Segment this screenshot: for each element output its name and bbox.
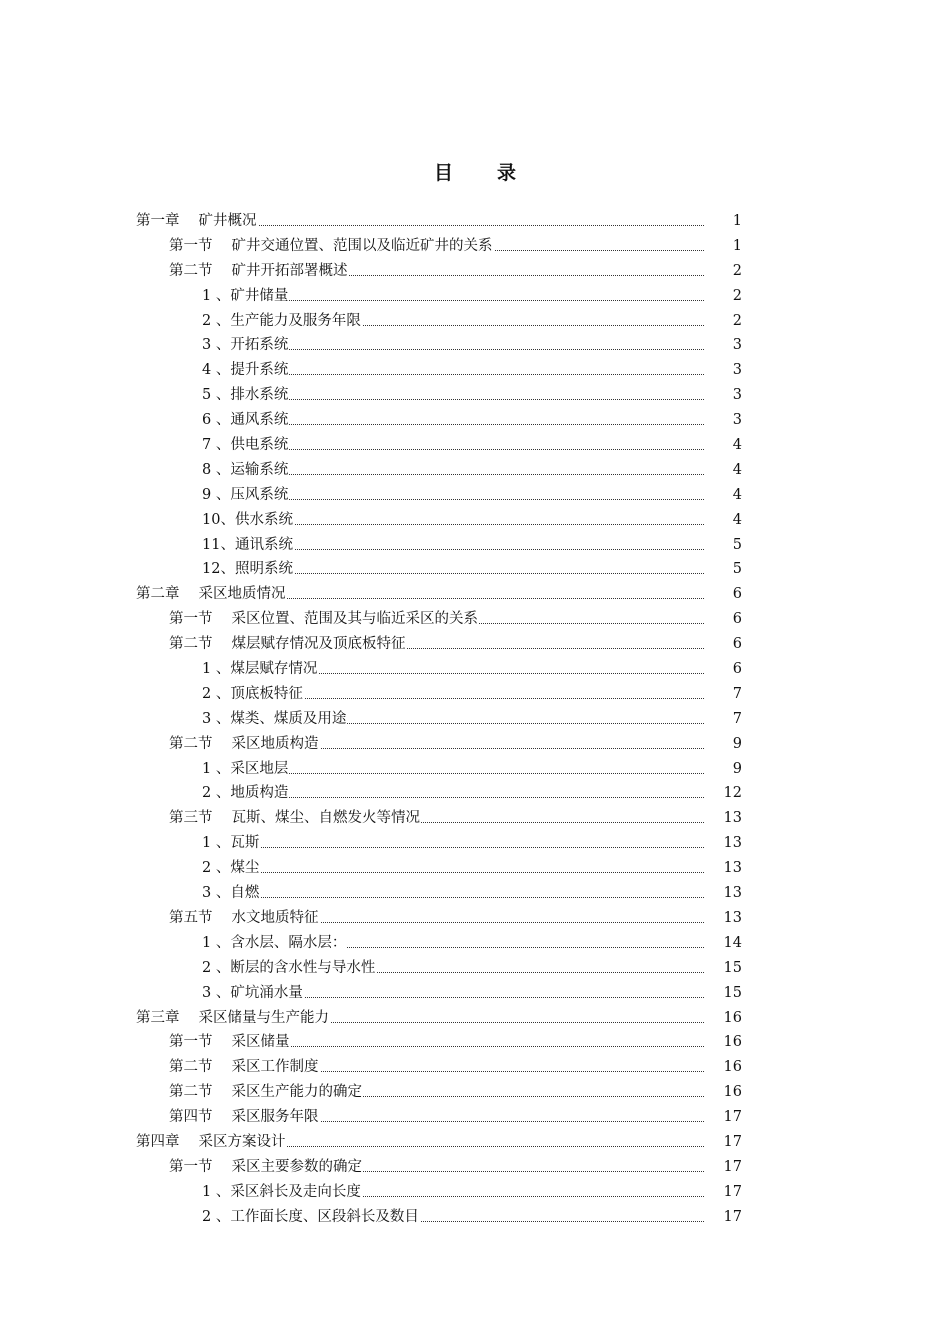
toc-entry-title: 矿井开拓部署概述	[231, 262, 348, 279]
toc-entry[interactable]	[0, 906, 950, 931]
toc-entry[interactable]	[0, 757, 950, 782]
toc-entry[interactable]	[0, 533, 950, 558]
toc-entry-label	[169, 259, 349, 284]
toc-entry[interactable]	[0, 707, 950, 732]
toc-entry[interactable]	[0, 483, 950, 508]
toc-entry-page-number: 3	[732, 387, 742, 404]
toc-entry-number: 1 、	[202, 661, 231, 678]
toc-entry-title: 照明系统	[234, 561, 293, 578]
toc-entry-number: 第一节	[169, 1034, 213, 1051]
toc-entry-page-number: 5	[732, 561, 742, 578]
toc-entry[interactable]	[0, 458, 950, 483]
toc-entry-number: 第三节	[169, 810, 213, 827]
toc-entry[interactable]	[0, 358, 950, 383]
toc-entry-title: 煤层赋存情况	[230, 661, 318, 678]
toc-entry[interactable]	[0, 1080, 950, 1105]
toc-title-char-2: 录	[497, 162, 517, 184]
toc-entry-title: 矿井概况	[198, 213, 257, 229]
toc-entry-title: 采区地层	[230, 760, 289, 777]
toc-entry[interactable]	[0, 383, 950, 408]
toc-entry-title: 煤层赋存情况及顶底板特征	[231, 636, 406, 653]
toc-entry-label	[169, 806, 421, 831]
toc-entry-page-number: 6	[732, 611, 742, 628]
toc-entry[interactable]	[0, 284, 950, 309]
toc-entry-page-number: 1	[732, 213, 742, 229]
toc-entry-page-number: 17	[723, 1133, 742, 1150]
toc-entry-title: 煤类、煤质及用途	[230, 710, 347, 727]
toc-entry-title: 采区主要参数的确定	[231, 1158, 362, 1175]
toc-entry-page-number: 7	[732, 685, 742, 702]
toc-entry-title: 压风系统	[230, 486, 289, 503]
toc-entry-number: 2 、	[202, 860, 231, 877]
toc-entry-label	[202, 682, 304, 707]
toc-entry-title: 工作面长度、区段斜长及数目	[230, 1208, 419, 1225]
toc-entry-number: 8 、	[202, 461, 231, 478]
toc-entry-page-number: 15	[723, 959, 742, 976]
toc-title	[0, 158, 950, 185]
toc-entry-label	[202, 508, 294, 533]
toc-entry-label	[202, 856, 260, 881]
toc-entry-page-number: 6	[732, 661, 742, 678]
toc-entry-number: 第二节	[169, 636, 213, 653]
toc-entry-label	[169, 1055, 320, 1080]
toc-entry-page-number: 16	[723, 1034, 742, 1051]
toc-entry-label	[202, 657, 318, 682]
toc-entry-title: 采区储量	[231, 1034, 290, 1051]
toc-entry-number: 2 、	[202, 1208, 231, 1225]
toc-entry-page-number: 2	[732, 312, 742, 329]
toc-entry[interactable]	[0, 1055, 950, 1080]
toc-entry-label	[202, 408, 289, 433]
toc-entry-page-number: 1	[732, 237, 742, 254]
toc-entry-title: 水文地质特征	[231, 909, 319, 926]
dot-leader	[206, 847, 704, 848]
toc-entry-label	[169, 732, 320, 757]
toc-entry-label	[202, 981, 304, 1006]
toc-entry[interactable]	[0, 1180, 950, 1205]
toc-entry-number: 第三章	[136, 1009, 180, 1026]
toc-entry-page-number: 9	[732, 735, 742, 752]
toc-entry[interactable]	[0, 806, 950, 831]
toc-entry-number: 4 、	[202, 362, 231, 379]
toc-entry-number: 第二节	[169, 262, 213, 279]
toc-entry-number: 第二节	[169, 1084, 213, 1101]
toc-entry-number: 1 、	[202, 760, 231, 777]
toc-entry-label	[169, 1105, 320, 1130]
toc-entry-title: 开拓系统	[230, 337, 289, 354]
toc-entry-title: 运输系统	[230, 461, 289, 478]
toc-entry-number: 3 、	[202, 710, 231, 727]
toc-entry-title: 采区斜长及走向长度	[230, 1183, 361, 1200]
toc-entry-title: 排水系统	[230, 387, 289, 404]
toc-entry[interactable]	[0, 781, 950, 806]
toc-entry-page-number: 13	[723, 885, 742, 902]
toc-entry-title: 煤尘	[230, 860, 260, 877]
toc-entry-number: 1 、	[202, 287, 231, 304]
toc-entry[interactable]	[0, 956, 950, 981]
toc-entry[interactable]	[0, 309, 950, 334]
toc-entry-title: 瓦斯	[230, 835, 260, 852]
toc-entry-page-number: 14	[723, 934, 742, 951]
toc-entry-page-number: 13	[723, 860, 742, 877]
toc-entry-number: 1 、	[202, 1183, 231, 1200]
toc-entry-number: 第一节	[169, 1158, 213, 1175]
toc-entry-title: 采区生产能力的确定	[231, 1084, 362, 1101]
toc-entry-number: 11、	[202, 536, 235, 553]
toc-entry-title: 生产能力及服务年限	[230, 312, 361, 329]
toc-entry-number: 第二章	[136, 586, 180, 603]
toc-entry-label	[136, 1006, 330, 1031]
toc-entry[interactable]	[0, 682, 950, 707]
toc-entry-title: 采区地质构造	[231, 735, 319, 752]
toc-entry-label	[169, 1155, 363, 1180]
toc-entry-number: 3 、	[202, 984, 231, 1001]
toc-entry-number: 第一节	[169, 237, 213, 254]
toc-entry-title: 含水层、隔水层：	[230, 934, 347, 951]
toc-entry-page-number: 3	[732, 412, 742, 429]
toc-entry-title: 顶底板特征	[230, 685, 303, 702]
toc-entry[interactable]	[0, 881, 950, 906]
toc-entry-page-number: 12	[723, 785, 742, 802]
toc-entry-title: 地质构造	[230, 785, 289, 802]
toc-entry[interactable]	[0, 1030, 950, 1055]
toc-entry-number: 第二节	[169, 735, 213, 752]
toc-entry-label	[202, 831, 260, 856]
toc-entry[interactable]	[0, 508, 950, 533]
toc-entry-page-number: 4	[732, 437, 742, 454]
toc-entry-title: 采区方案设计	[198, 1133, 286, 1150]
toc-entry-number: 2 、	[202, 685, 231, 702]
toc-entry-number: 2 、	[202, 312, 231, 329]
toc-entry-page-number: 16	[723, 1084, 742, 1101]
toc-entry-title: 通风系统	[230, 412, 289, 429]
toc-entry[interactable]	[0, 1105, 950, 1130]
toc-entry-label	[202, 557, 294, 582]
toc-entry-label	[202, 1180, 362, 1205]
toc-entry[interactable]	[0, 433, 950, 458]
toc-entry-label	[202, 284, 289, 309]
toc-entry[interactable]	[0, 981, 950, 1006]
toc-entry-label	[202, 483, 289, 508]
toc-entry-number: 3 、	[202, 885, 231, 902]
toc-entry-page-number: 17	[723, 1109, 742, 1126]
toc-entry-number: 3 、	[202, 337, 231, 354]
toc-entry-page-number: 16	[723, 1009, 742, 1026]
toc-entry-page-number: 5	[732, 536, 742, 553]
toc-entry-title: 瓦斯、煤尘、自燃发火等情况	[231, 810, 420, 827]
toc-entry-number: 5 、	[202, 387, 231, 404]
toc-entry[interactable]	[0, 1130, 950, 1155]
toc-entry-page-number: 4	[732, 486, 742, 503]
toc-entry-label	[202, 533, 294, 558]
toc-entry-title: 采区地质情况	[198, 586, 286, 603]
toc-entry-label	[169, 906, 320, 931]
toc-entry[interactable]	[0, 333, 950, 358]
toc-entry-title: 矿井储量	[230, 287, 289, 304]
toc-entry-number: 第一章	[136, 213, 180, 229]
toc-entry-label	[169, 234, 494, 259]
toc-entry[interactable]	[0, 582, 950, 607]
dot-leader	[206, 897, 704, 898]
toc-entry[interactable]	[0, 1155, 950, 1180]
toc-entry-title: 提升系统	[230, 362, 289, 379]
toc-entry[interactable]	[0, 1205, 950, 1230]
toc-entry[interactable]	[0, 557, 950, 582]
toc-entry-label	[202, 309, 362, 334]
toc-entry-title: 矿井交通位置、范围以及临近矿井的关系	[231, 237, 493, 254]
toc-entry-number: 2 、	[202, 785, 231, 802]
toc-entry-number: 12、	[202, 561, 235, 578]
toc-entry[interactable]	[0, 657, 950, 682]
toc-entry-label	[202, 956, 376, 981]
toc-entry[interactable]	[0, 259, 950, 284]
toc-entry-number: 6 、	[202, 412, 231, 429]
toc-entry-label	[169, 607, 479, 632]
toc-entry[interactable]	[0, 732, 950, 757]
toc-entry-number: 第四章	[136, 1133, 180, 1150]
toc-entry-page-number: 9	[732, 760, 742, 777]
table-of-contents	[0, 209, 950, 1230]
toc-entry-page-number: 6	[732, 636, 742, 653]
toc-entry[interactable]	[0, 408, 950, 433]
toc-entry-title: 供水系统	[234, 511, 293, 528]
toc-entry-number: 第五节	[169, 909, 213, 926]
toc-title-char-1: 目	[433, 162, 453, 184]
toc-entry[interactable]	[0, 209, 950, 234]
toc-entry[interactable]	[0, 607, 950, 632]
toc-entry[interactable]	[0, 1006, 950, 1031]
toc-entry-label	[202, 458, 289, 483]
toc-entry-title: 矿坑涌水量	[230, 984, 303, 1001]
toc-entry-label	[136, 582, 287, 607]
toc-entry-title: 通讯系统	[234, 536, 293, 553]
toc-entry-title: 采区服务年限	[231, 1109, 319, 1126]
toc-entry-label	[202, 757, 289, 782]
toc-entry-page-number: 17	[723, 1158, 742, 1175]
toc-entry-label	[202, 931, 347, 956]
toc-entry-label	[169, 632, 407, 657]
toc-entry-label	[202, 358, 289, 383]
toc-entry-page-number: 13	[723, 810, 742, 827]
toc-entry-page-number: 7	[732, 710, 742, 727]
toc-entry[interactable]	[0, 931, 950, 956]
toc-entry-label	[169, 1080, 363, 1105]
toc-entry-title: 采区储量与生产能力	[198, 1009, 329, 1026]
toc-entry-number: 2 、	[202, 959, 231, 976]
toc-entry-page-number: 17	[723, 1208, 742, 1225]
toc-entry-label	[136, 209, 258, 234]
toc-entry-label	[202, 383, 289, 408]
toc-entry-label	[169, 1030, 291, 1055]
toc-entry-title: 自燃	[230, 885, 260, 902]
toc-entry-page-number: 16	[723, 1059, 742, 1076]
toc-entry-number: 1 、	[202, 835, 231, 852]
toc-entry-page-number: 15	[723, 984, 742, 1001]
toc-entry-page-number: 2	[732, 287, 742, 304]
toc-entry-page-number: 6	[732, 586, 742, 603]
dot-leader	[206, 872, 704, 873]
toc-entry-label	[202, 881, 260, 906]
toc-entry[interactable]	[0, 831, 950, 856]
toc-entry[interactable]	[0, 856, 950, 881]
toc-entry-number: 第四节	[169, 1109, 213, 1126]
toc-entry-number: 第二节	[169, 1059, 213, 1076]
toc-entry-page-number: 13	[723, 909, 742, 926]
toc-entry-page-number: 4	[732, 461, 742, 478]
toc-entry-label	[202, 707, 347, 732]
toc-entry-number: 7 、	[202, 437, 231, 454]
toc-entry-page-number: 3	[732, 337, 742, 354]
toc-entry-title: 断层的含水性与导水性	[230, 959, 376, 976]
toc-entry-page-number: 13	[723, 835, 742, 852]
toc-entry-number: 9 、	[202, 486, 231, 503]
toc-entry-label	[202, 781, 289, 806]
toc-entry[interactable]	[0, 234, 950, 259]
toc-entry-title: 采区工作制度	[231, 1059, 319, 1076]
toc-entry-title: 采区位置、范围及其与临近采区的关系	[231, 611, 478, 628]
toc-entry-label	[202, 433, 289, 458]
toc-entry-number: 第一节	[169, 611, 213, 628]
toc-entry[interactable]	[0, 632, 950, 657]
toc-entry-page-number: 2	[732, 262, 742, 279]
toc-entry-title: 供电系统	[230, 437, 289, 454]
toc-entry-page-number: 3	[732, 362, 742, 379]
toc-entry-number: 1 、	[202, 934, 231, 951]
toc-entry-page-number: 17	[723, 1183, 742, 1200]
toc-entry-label	[202, 333, 289, 358]
toc-entry-number: 10、	[202, 511, 235, 528]
toc-entry-page-number: 4	[732, 511, 742, 528]
toc-entry-label	[202, 1205, 420, 1230]
toc-entry-label	[136, 1130, 287, 1155]
